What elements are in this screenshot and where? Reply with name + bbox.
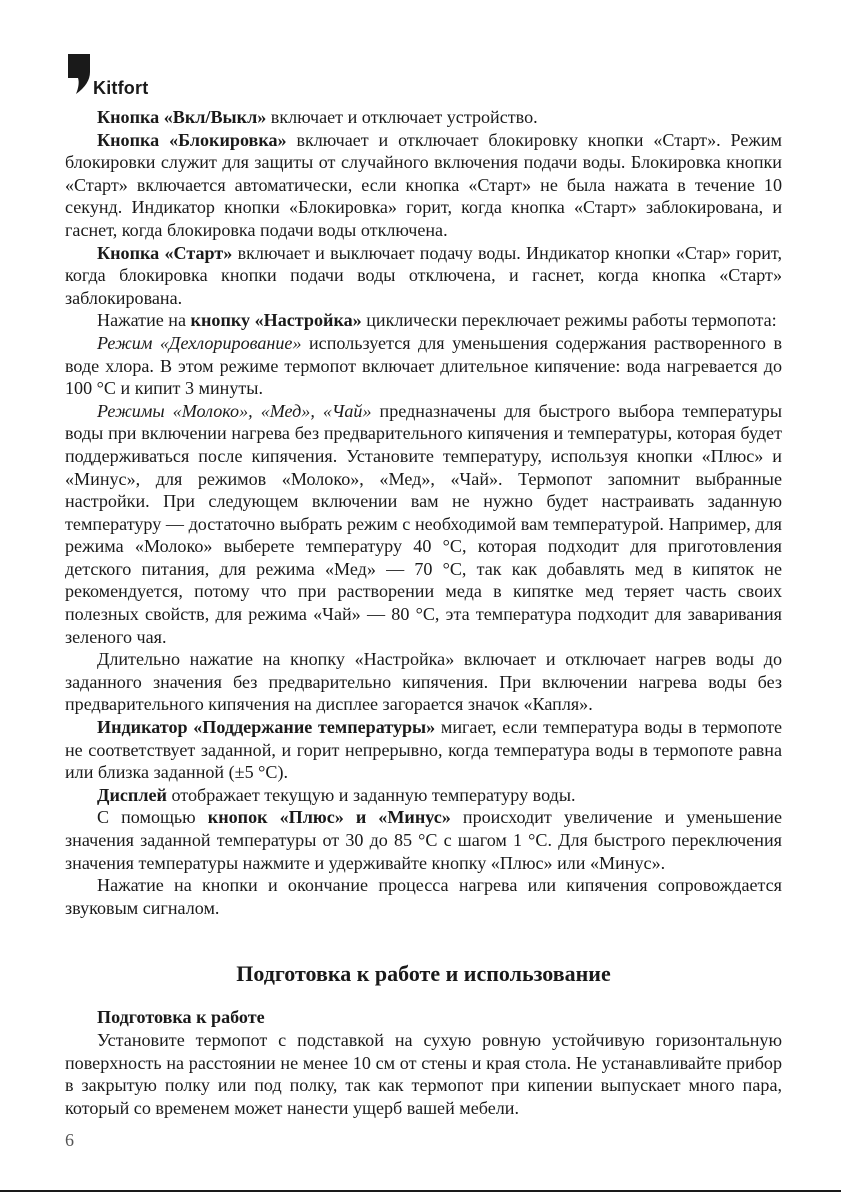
paragraph <box>65 332 782 400</box>
paragraph-text: Длительно нажатие на кнопку «Настройка» включает и отключает нагрев воды до заданного значения без предварительно кипячения. При включении нагрева воды без предварительного кипячения на дисплее загорается значок «Капля». <box>65 649 782 715</box>
paragraph-text: С помощью <box>97 807 208 828</box>
paragraph-text: циклически переключает режимы работы термопота: <box>361 310 777 331</box>
paragraph-text: включает и выключает подачу воды. Индикатор кнопки «Стар» горит, когда блокировка кнопки подачи воды отключена, и гаснет, когда кнопка «Старт» заблокирована. <box>65 242 783 308</box>
paragraph <box>65 400 782 649</box>
paragraph <box>65 716 782 784</box>
paragraph <box>65 129 782 242</box>
term-italic: Режим «Дехлорирование» <box>97 332 302 353</box>
paragraph <box>65 106 782 129</box>
term-bold: кнопок «Плюс» и «Минус» <box>207 807 451 828</box>
paragraph <box>65 309 782 332</box>
paragraph: Установите термопот с подставкой на сухую ровную устойчивую горизонтальную поверхность на расстоянии не менее 10 см от стены и края стола. Не устанавливайте прибор в закрытую полку или под полку, так как термопот при кипении выпускает много пара, который со временем может нанести ущерб вашей мебели. <box>65 1029 782 1118</box>
paragraph <box>65 806 782 874</box>
paragraph-text: включает и отключает блокировку кнопки «Старт». Режим блокировки служит для защиты от случайного включения подачи воды. Блокировка кнопки «Старт» включается автоматически, если кнопка «Старт» не была нажата в течение 10 секунд. Индикатор кнопки «Блокировка» горит, когда кнопка «Старт» заблокирована, и гаснет, когда блокировка подачи воды отключена. <box>65 129 782 240</box>
paragraph <box>65 874 782 919</box>
brand-name: Kitfort <box>93 78 149 98</box>
section-heading: Подготовка к работе и использование <box>236 961 611 987</box>
term-bold: Индикатор «Поддержание температуры» <box>97 717 436 738</box>
paragraph <box>65 784 782 807</box>
paragraph-text: включает и отключает устройство. <box>266 107 538 127</box>
term-bold: Дисплей <box>97 784 167 805</box>
bottom-rule <box>0 1190 841 1192</box>
term-italic: Режимы «Молоко», «Мед», «Чай» <box>97 400 372 421</box>
kitfort-logo-icon <box>66 52 92 96</box>
page-number: 6 <box>65 1130 74 1150</box>
paragraph-text: отображает текущую и заданную температуру воды. <box>166 784 576 805</box>
term-bold: кнопку «Настройка» <box>190 310 362 331</box>
paragraph-text: происходит увеличение и уменьшение значения заданной температуры от 30 до 85 °С с шагом 1 °С. Для быстрого переключения значения температуры нажмите и удерживайте кнопку «Плюс» или «Минус». <box>65 807 783 873</box>
paragraph-text: используется для уменьшения содержания растворенного в воде хлора. В этом режиме термопот включает длительное кипячение: вода нагревается до 100 °С и кипит 3 минуты. <box>65 332 783 399</box>
term-bold: Кнопка «Старт» <box>97 242 233 263</box>
paragraph-text: предназначены для быстрого выбора температуры воды при включении нагрева без предварительного кипячения и температуры, которая будет поддерживаться после кипячения. Установите температуру, используя кнопки «Плюс» и «Минус», для режимов «Молоко», «Мед», «Чай». Термопот запомнит выбранные настройки. При следующем включении вам не нужно будет настраивать заданную температуру — достаточно выбрать режим с необходимой вам температурой. Например, для режима «Молоко» выберете температуру 40 °С, которая подходит для приготовления детского питания, для режима «Мед» — 70 °С, так как добавлять мед в кипяток не рекомендуется, потому что при растворении меда в кипятке мед теряет часть своих полезных свойств, для режима «Чай» — 80 °С, эта температура подходит для заваривания зеленого чая. <box>65 400 782 647</box>
paragraph-text: мигает, если температура воды в термопоте не соответствует заданной, и горит непрерывно, когда температура воды в термопоте равна или близка заданной (±5 °С). <box>65 717 783 783</box>
term-bold: Кнопка «Блокировка» <box>97 129 287 150</box>
term-bold: Кнопка «Вкл/Выкл» <box>97 107 267 127</box>
paragraph-text: Нажатие на кнопки и окончание процесса нагрева или кипячения сопровождается звуковым сигналом. <box>65 875 782 918</box>
paragraph <box>65 242 782 310</box>
section-subheading: Подготовка к работе <box>97 1007 265 1028</box>
document-body <box>65 106 782 1119</box>
paragraph-text: Нажатие на <box>97 310 191 331</box>
paragraph <box>65 648 782 716</box>
